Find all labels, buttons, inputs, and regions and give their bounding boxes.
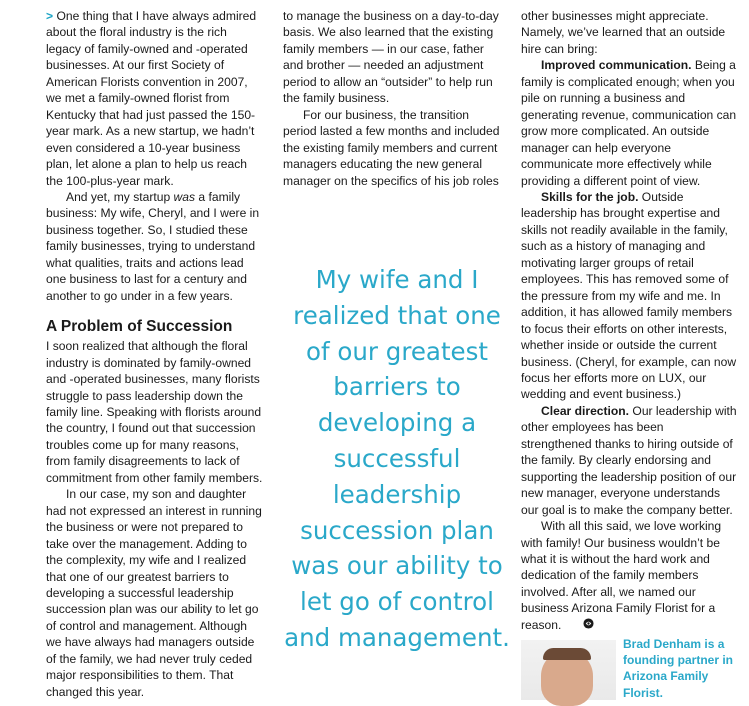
benefit-title: Improved communication. bbox=[541, 58, 692, 73]
paragraph-our-case: In our case, my son and daughter had not expressed an interest in running the business or were not prepared to take over the management. Adding to the complexity, my wife and I realized that one of our greatest barriers to developing a successful leadership succession plan was our ability to let go of control and management. Although we have always had managers outside of the family, we had never truly ceded major responsibilities to them. That changed this year. bbox=[46, 487, 262, 699]
benefit-title: Clear direction. bbox=[541, 403, 630, 418]
paragraph-startup bbox=[46, 189, 264, 304]
author-bio-text bbox=[623, 636, 741, 701]
benefit-text: Being a family is complicated enough; when you pile on running a business and generating revenue, communication can grow more complicated. An outside manager can help everyone communicate more effectively while providing a different point of view. bbox=[521, 58, 737, 188]
paragraph-transition: For our business, the transition period lasted a few months and included the existing family members and current managers educating the new general manager on the specifics of his job roles bbox=[283, 107, 500, 188]
author-bio bbox=[521, 636, 741, 700]
author-hair bbox=[543, 648, 591, 660]
closing-text: With all this said, we love working with family! Our business wouldn’t be what it is without the hard work and dedication of the family members involved. After all, we named our business Arizona Family Florist for a reason. bbox=[521, 519, 722, 632]
author-name: Brad Denham bbox=[623, 637, 702, 651]
article-column-2 bbox=[283, 8, 501, 189]
benefit-text: Outside leadership has brought expertise and skills not readily available in the family, such as a history of managing and motivating larger groups of retail employees. This has removed some of the pressure from my wife and me. In addition, it has allowed family members to focus their efforts on other interests, whether inside or outside the current business. (Cheryl, for example, can now focus her efforts more on LUX, our wedding and event business.) bbox=[521, 189, 737, 402]
paragraph-text: a family business: My wife, Cheryl, and I were in business together. So, I studied these family businesses, trying to understand what qualities, traits and actions lead one business to last for a century and another to go under in a few years. bbox=[46, 189, 260, 303]
paragraph-manage: to manage the business on a day-to-day basis. We also learned that the existing family members — in our case, father and brother — needed an adjustment period to allow an “outsider” to help run the family business. bbox=[283, 9, 499, 106]
benefit-communication bbox=[521, 57, 737, 189]
author-description: is a founding partner in Arizona Family Florist. bbox=[623, 637, 733, 700]
end-of-article-flower-icon bbox=[563, 617, 594, 633]
article-column-1 bbox=[46, 8, 264, 700]
intro-text: One thing that I have always admired about the floral industry is the rich legacy of family-owned and -operated businesses. At our first Society of American Florists convention in 2007, we met a family-owned florist from Kentucky that had just passed the 150-year mark. As a new startup, we hadn’t even considered a 10-year business plan, let alone a plan to help us reach the 100-plus-year mark. bbox=[46, 9, 257, 188]
benefit-skills bbox=[521, 189, 737, 403]
benefit-text: Our leadership with other employees has been strengthened thanks to hiring outside of the family. By clearly endorsing and supporting the leadership position of our new manager, everyone understands our goal is to make the company better. bbox=[521, 403, 737, 517]
benefit-title: Skills for the job. bbox=[541, 189, 639, 204]
benefit-direction bbox=[521, 403, 737, 518]
article-column-3 bbox=[521, 8, 737, 633]
author-photo bbox=[521, 640, 616, 700]
emphasis-text: was bbox=[173, 189, 196, 204]
pull-quote: My wife and I realized that one of our greatest barriers to developing a successful leadership succession plan was our ability to let go of control and management. bbox=[284, 265, 510, 652]
section-marker-icon: > bbox=[46, 9, 54, 23]
paragraph-closing bbox=[521, 518, 737, 633]
section-heading: A Problem of Succession bbox=[46, 318, 233, 336]
paragraph-outside-hire: other businesses might appreciate. Namely, we’ve learned that an outside hire can bring: bbox=[521, 9, 726, 56]
paragraph-succession: I soon realized that although the floral industry is dominated by family-owned and -operated businesses, many florists struggle to pass leadership down the family line. Speaking with florists around the country, I found out that succession troubles come up for many reasons, from family disagreements to lack of commitment from other family members. bbox=[46, 339, 263, 485]
paragraph-text: And yet, my startup bbox=[66, 189, 174, 204]
intro-paragraph bbox=[46, 8, 264, 189]
